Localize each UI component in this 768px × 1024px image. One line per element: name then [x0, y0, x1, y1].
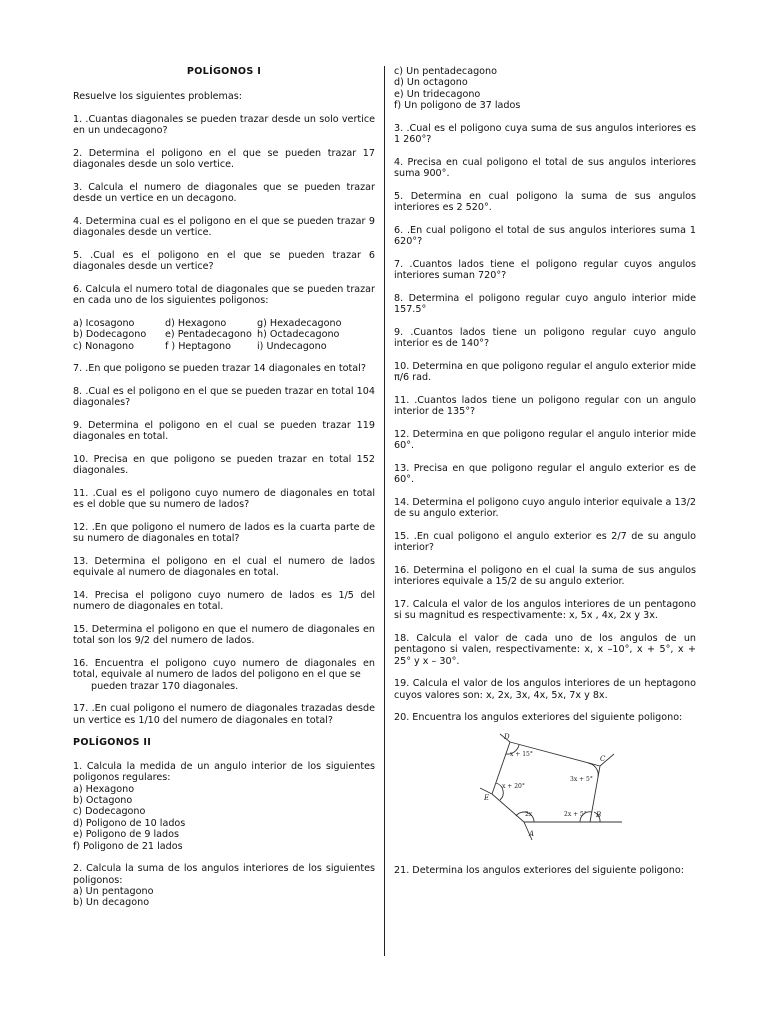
option: h) Octadecagono: [257, 329, 340, 341]
angle-label: 2x: [525, 810, 533, 818]
problem: 11. .Cuantos lados tiene un poligono regular con un angulo interior de 135°?: [394, 394, 696, 418]
option: g) Hexadecagono: [257, 318, 342, 329]
polygon-edge: [492, 794, 524, 822]
angle-label: x + 15°: [510, 750, 533, 758]
problem: 21. Determina los angulos exteriores del siguiente poligono:: [394, 865, 684, 877]
problem: 9. Determina el poligono en el cual se pueden trazar 119 diagonales en total.: [73, 420, 375, 443]
problem: 11. .Cual es el poligono cuyo numero de diagonales en total es el doble que su numero de lados?: [73, 488, 375, 511]
list-item: d) Poligono de 10 lados: [73, 817, 186, 829]
problem: 7. .Cuantos lados tiene el poligono regular cuyos angulos interiores suman 720°?: [394, 258, 696, 282]
option: e) Pentadecagono: [165, 329, 252, 341]
problem: 10. Determina en que poligono regular el angulo exterior mide π/6 rad.: [394, 360, 696, 384]
right-column: [394, 66, 696, 888]
problem: 2. Determina el poligono en el que se pueden trazar 17 diagonales desde un solo vertice.: [73, 148, 375, 171]
list-item: c) Dodecagono: [73, 806, 146, 818]
polygon-options: [73, 318, 375, 352]
column-divider: [384, 66, 385, 956]
option: d) Hexagono: [165, 318, 227, 329]
list-item: a) Hexagono: [73, 783, 135, 795]
vertex-label: B: [596, 810, 602, 819]
problem: 4. Determina cual es el poligono en el que se pueden trazar 9 diagonales desde un vertice.: [73, 216, 375, 239]
problem: 18. Calcula el valor de cada uno de los angulos de un pentagono si valen, respectivamente: x, x –10°, x + 5°, x + 25° y x – 30°.: [394, 632, 696, 667]
problem: 10. Precisa en que poligono se pueden trazar en total 152 diagonales.: [73, 454, 375, 477]
list-item: c) Un pentadecagono: [394, 66, 497, 77]
list-item: e) Un tridecagono: [394, 88, 481, 100]
vertex-label: D: [504, 732, 510, 741]
list-item: b) Un decagono: [73, 897, 150, 909]
problem: 20. Encuentra los angulos exteriores del siguiente poligono:: [394, 712, 683, 724]
problem: 1. Calcula la medida de un angulo interior de los siguientes poligonos regulares:: [73, 760, 375, 784]
problem: 5. Determina en cual poligono la suma de sus angulos interiores es 2 520°.: [394, 190, 696, 214]
list-item: b) Octagono: [73, 795, 133, 807]
problem-continuation: pueden trazar 170 diagonales.: [91, 680, 239, 692]
instructions: Resuelve los siguientes problemas:: [73, 91, 242, 103]
problem: 8. .Cual es el poligono en el que se pueden trazar en total 104 diagonales?: [73, 386, 375, 409]
problem: 6. .En cual poligono el total de sus angulos interiores suma 1 620°?: [394, 224, 696, 248]
problem: 15. .En cual poligono el angulo exterior es 2/7 de su angulo interior?: [394, 530, 696, 554]
list-item: f) Poligono de 21 lados: [73, 840, 183, 852]
list-item: e) Poligono de 9 lados: [73, 829, 179, 841]
option: i) Undecagono: [257, 340, 327, 352]
problem: 12. Determina en que poligono regular el angulo interior mide 60°.: [394, 428, 696, 452]
problem: 3. .Cual es el poligono cuya suma de sus angulos interiores es 1 260°?: [394, 122, 696, 146]
pentagon-diagram: [472, 728, 622, 850]
list-item: f) Un poligono de 37 lados: [394, 100, 521, 112]
problem: 13. Determina el poligono en el cual el numero de lados equivale al numero de diagonales en total.: [73, 556, 375, 579]
angle-label: 2x + 5°: [564, 810, 587, 818]
left-column: [73, 66, 375, 920]
vertex-label: C: [600, 754, 606, 763]
problem: 15. Determina el poligono en que el numero de diagonales en total son los 9/2 del numero de lados.: [73, 624, 375, 647]
option: b) Dodecagono: [73, 329, 147, 341]
problem: 6. Calcula el numero total de diagonales que se pueden trazar en cada uno de los siguientes poligonos:: [73, 284, 375, 307]
problem: 14. Determina el poligono cuyo angulo interior equivale a 13/2 de su angulo exterior.: [394, 496, 696, 520]
option: f ) Heptagono: [165, 340, 231, 352]
option: c) Nonagono: [73, 340, 134, 352]
problem: 17. .En cual poligono el numero de diagonales trazadas desde un vertice es 1/10 del numero de diagonales en total?: [73, 703, 375, 726]
angle-label: x + 20°: [502, 782, 525, 790]
angle-label: 3x + 5°: [570, 775, 593, 783]
problem: 16. Encuentra el poligono cuyo numero de diagonales en total, equivale al numero de lados del poligono en el que se: [73, 658, 375, 681]
problem: 13. Precisa en que poligono regular el angulo exterior es de 60°.: [394, 462, 696, 486]
list-item: a) Un pentagono: [73, 886, 154, 898]
option: a) Icosagono: [73, 318, 135, 329]
option-list: [73, 886, 375, 909]
vertex-label: E: [484, 793, 490, 802]
problem: 4. Precisa en cual poligono el total de sus angulos interiores suma 900°.: [394, 156, 696, 180]
problem: 19. Calcula el valor de los angulos interiores de un heptagono cuyos valores son: x, 2x, 3x, 4x, 5x, 7x y 8x.: [394, 678, 696, 701]
problem: 9. .Cuantos lados tiene un poligono regular cuyo angulo interior es de 140°?: [394, 326, 696, 350]
section-title-2: POLÍGONOS II: [73, 737, 152, 749]
problem: 3. Calcula el numero de diagonales que se pueden trazar desde un vertice en un decagono.: [73, 182, 375, 205]
problem: 5. .Cual es el poligono en el que se pueden trazar 6 diagonales desde un vertice?: [73, 250, 375, 273]
problem: 16. Determina el poligono en el cual la suma de sus angulos interiores equivale a 15/2 de su angulo exterior.: [394, 564, 696, 588]
section-title-1: POLÍGONOS I: [186, 66, 262, 77]
problem: 1. .Cuantas diagonales se pueden trazar desde un solo vertice en un undecagono?: [73, 114, 375, 137]
option-list: [73, 784, 375, 852]
problem: 14. Precisa el poligono cuyo numero de lados es 1/5 del numero de diagonales en total.: [73, 590, 375, 613]
problem: 7. .En que poligono se pueden trazar 14 diagonales en total?: [73, 363, 366, 375]
problem: 8. Determina el poligono regular cuyo angulo interior mide 157.5°: [394, 292, 696, 316]
problem: 17. Calcula el valor de los angulos interiores de un pentagono si su magnitud es respectivamente: x, 5x , 4x, 2x y 3x.: [394, 598, 696, 622]
option-list: [394, 66, 696, 112]
list-item: d) Un octagono: [394, 77, 468, 89]
vertex-label: A: [529, 829, 535, 838]
problem: 2. Calcula la suma de los angulos interiores de los siguientes poligonos:: [73, 863, 375, 886]
problem: 12. .En que poligono el numero de lados es la cuarta parte de su numero de diagonales en total?: [73, 522, 375, 545]
polygon-figure: [472, 728, 696, 853]
